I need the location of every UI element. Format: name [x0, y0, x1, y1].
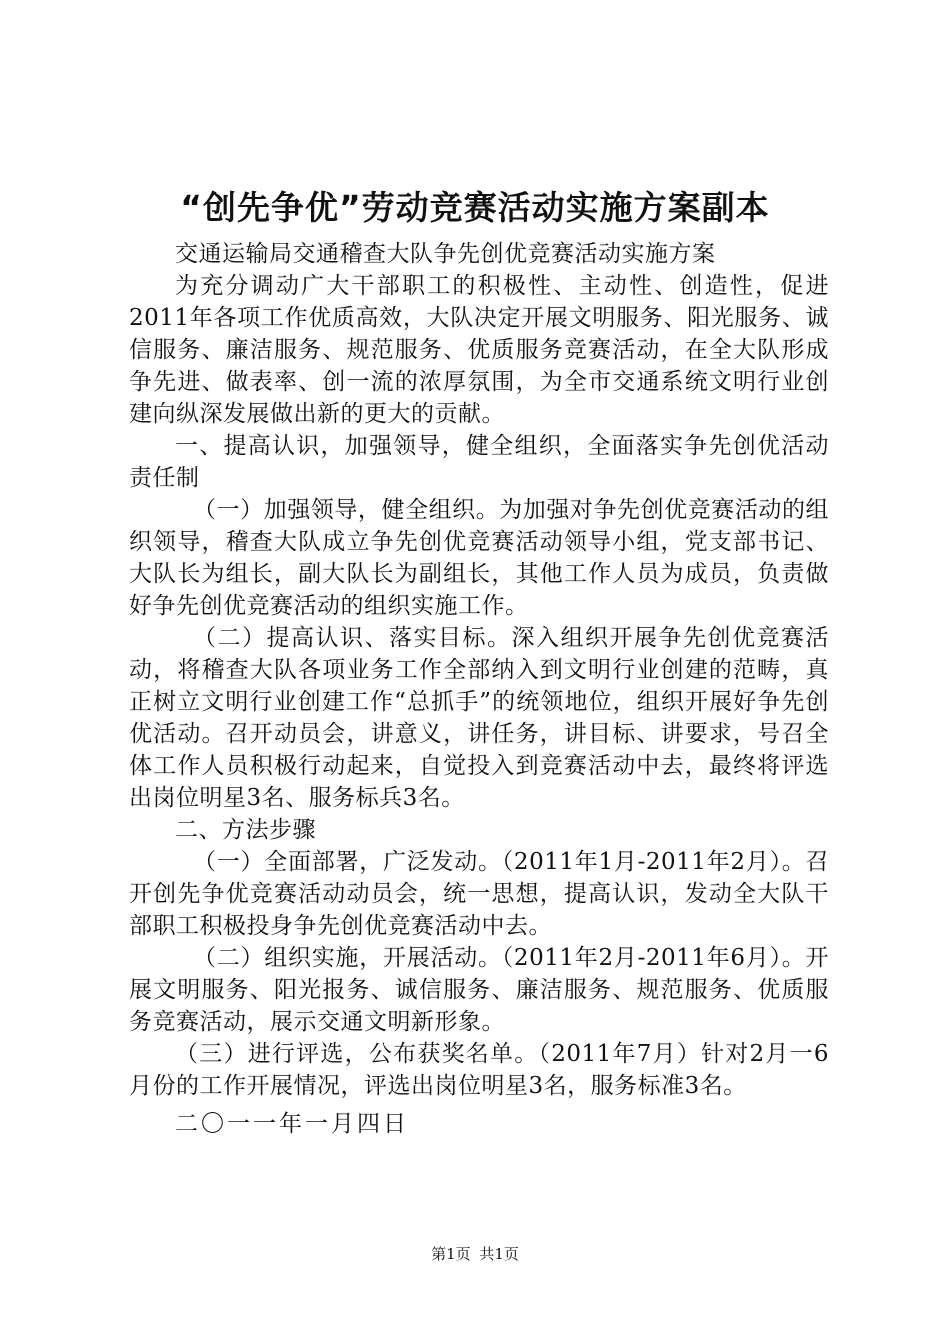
document-body	[129, 238, 829, 1140]
section-heading-2: 二、方法步骤	[175, 817, 316, 843]
section-1-item-1: （一）加强领导，健全组织。为加强对争先创优竞赛活动的组织领导，稽查大队成立争先创优竞赛活动领导小组，党支部书记、大队长为组长，副大队长为副组长，其他工作人员为成员，负责做好争先创优竞赛活动的组织实施工作。	[129, 497, 829, 619]
intro-paragraph: 为充分调动广大干部职工的积极性、主动性、创造性，促进2011年各项工作优质高效，大队决定开展文明服务、阳光服务、诚信服务、廉洁服务、规范服务、优质服务竞赛活动，在全大队形成争先进、做表率、创一流的浓厚氛围，为全市交通系统文明行业创建向纵深发展做出新的更大的贡献。	[129, 273, 829, 427]
document-title: “创先争优”劳动竞赛活动实施方案副本	[180, 188, 770, 227]
section-2-step-3: （三）进行评选，公布获奖名单。（2011年7月）针对2月一6月份的工作开展情况，评选出岗位明星3名，服务标准3名。	[129, 1041, 829, 1099]
document-date: 二〇一一年一月四日	[175, 1111, 409, 1137]
subtitle-paragraph: 交通运输局交通稽查大队争先创优竞赛活动实施方案	[175, 241, 716, 267]
section-2-step-1: （一）全面部署，广泛发动。（2011年1月-2011年2月）。召开创先争优竞赛活动动员会，统一思想，提高认识，发动全大队干部职工积极投身争先创优竞赛活动中去。	[129, 849, 829, 939]
section-heading-1: 一、提高认识，加强领导，健全组织，全面落实争先创优活动责任制	[129, 433, 829, 491]
page-footer: 第1页 共1页	[431, 1245, 519, 1263]
section-2-step-2: （二）组织实施，开展活动。（2011年2月-2011年6月）。开展文明服务、阳光报务、诚信服务、廉洁服务、规范服务、优质服务竞赛活动，展示交通文明新形象。	[129, 945, 829, 1035]
section-1-item-2: （二）提高认识、落实目标。深入组织开展争先创优竞赛活动，将稽查大队各项业务工作全部纳入到文明行业创建的范畴，真正树立文明行业创建工作“总抓手”的统领地位，组织开展好争先创优活动。召开动员会，讲意义，讲任务，讲目标、讲要求，号召全体工作人员积极行动起来，自觉投入到竞赛活动中去，最终将评选出岗位明星3名、服务标兵3名。	[129, 625, 829, 811]
